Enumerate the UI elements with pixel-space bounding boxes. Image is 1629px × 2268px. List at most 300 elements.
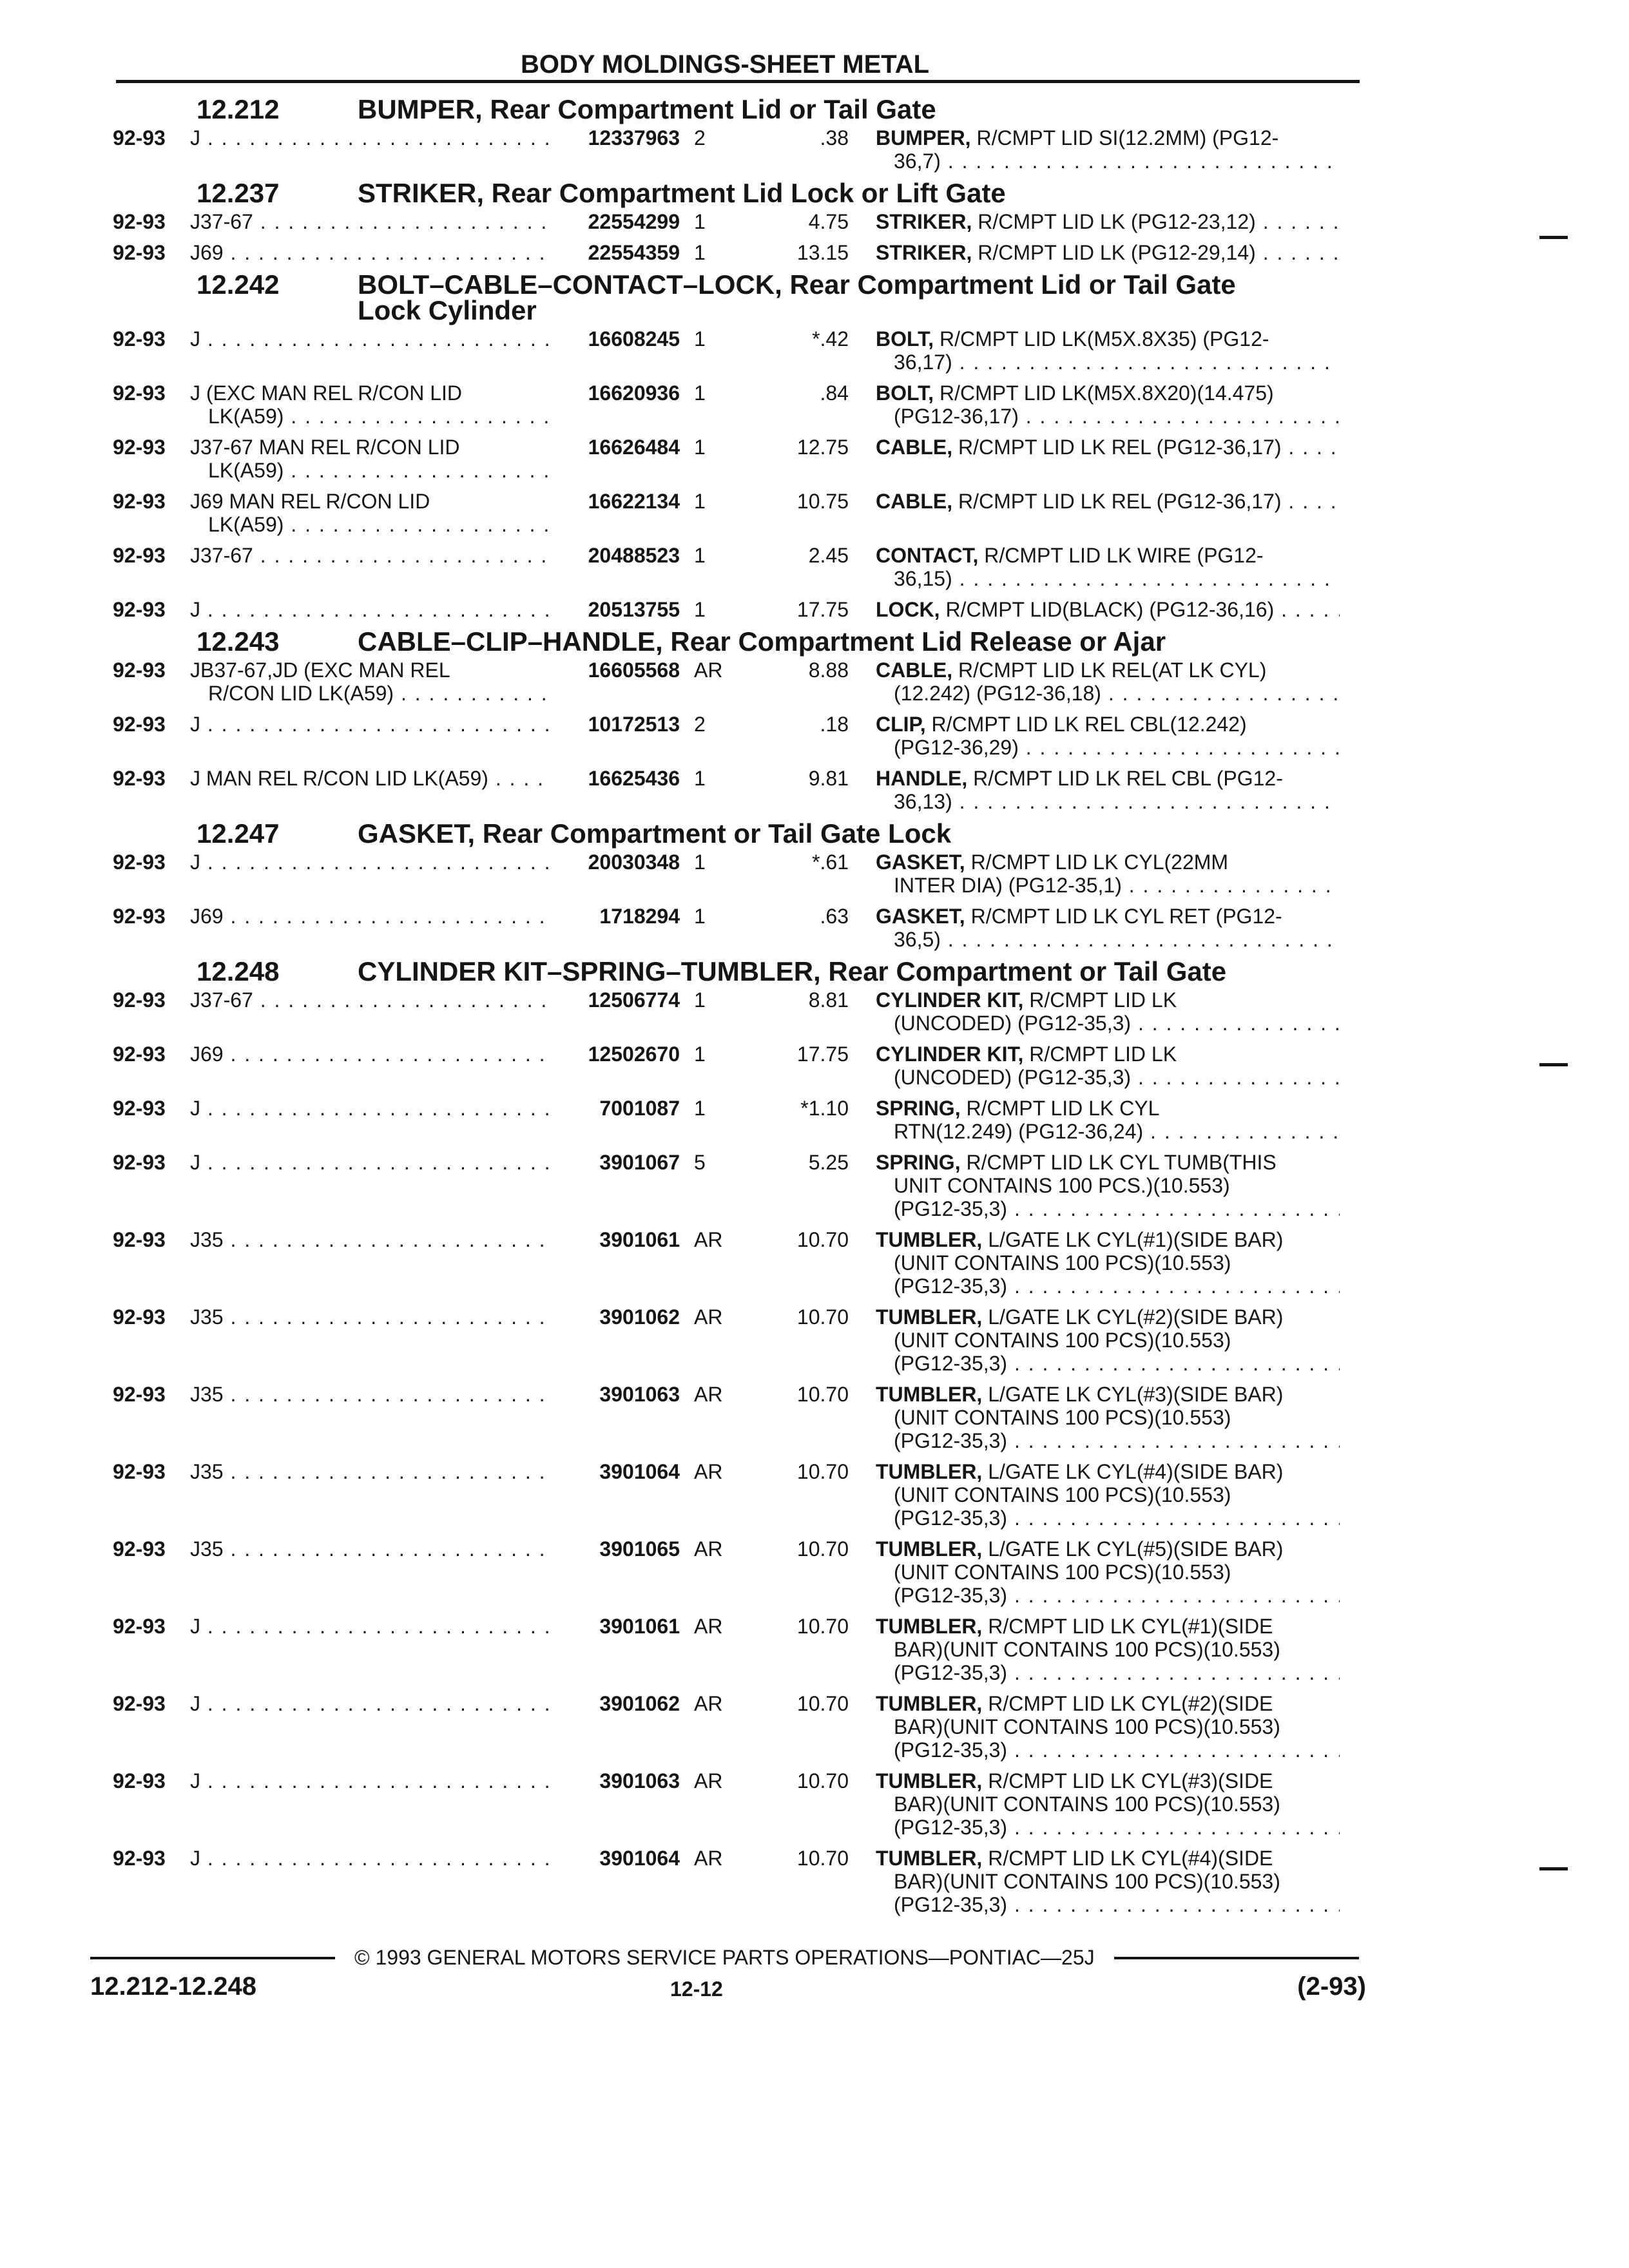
model-years: 92-93 bbox=[113, 658, 166, 682]
application-line bbox=[190, 1537, 551, 1561]
group-title-line: BOLT–CABLE–CONTACT–LOCK, Rear Compartment Lid or Tail Gate bbox=[358, 269, 1236, 300]
parts-group bbox=[113, 626, 1363, 813]
table-row bbox=[113, 1847, 1363, 1916]
description-text: UNIT CONTAINS 100 PCS.)(10.553) bbox=[894, 1174, 1230, 1197]
table-row bbox=[113, 1305, 1363, 1375]
description-line bbox=[876, 210, 1340, 233]
model-years: 92-93 bbox=[113, 544, 166, 567]
description-line bbox=[876, 658, 1340, 682]
table-row bbox=[113, 1692, 1363, 1762]
quantity: AR bbox=[694, 1615, 723, 1638]
description-text: L/GATE LK CYL(#5)(SIDE BAR) bbox=[988, 1537, 1284, 1561]
quantity: 1 bbox=[694, 767, 706, 790]
application-line bbox=[190, 513, 551, 536]
application-line bbox=[190, 767, 551, 790]
description-line bbox=[876, 1769, 1340, 1792]
model-years: 92-93 bbox=[113, 241, 166, 264]
application bbox=[190, 988, 551, 1012]
application-text: J37-67 . . . bbox=[190, 988, 551, 1012]
table-row bbox=[113, 1615, 1363, 1684]
description-text: 36,17) . . . bbox=[894, 351, 1340, 374]
description-line bbox=[876, 1120, 1340, 1143]
description-text: R/CMPT LID LK CYL bbox=[966, 1097, 1160, 1120]
parts-group bbox=[113, 180, 1363, 264]
group-number: 12.212 bbox=[197, 94, 280, 124]
description-line bbox=[876, 1692, 1340, 1715]
model-years: 92-93 bbox=[113, 988, 166, 1012]
description-line bbox=[876, 1506, 1340, 1530]
description-text: (PG12-36,17) . . . bbox=[894, 405, 1340, 428]
application bbox=[190, 381, 551, 428]
quantity: 1 bbox=[694, 436, 706, 459]
description-line bbox=[876, 1816, 1340, 1839]
description bbox=[876, 1692, 1340, 1762]
description-line bbox=[876, 928, 1340, 951]
description-text: R/CMPT LID SI(12.2MM) (PG12- bbox=[976, 126, 1279, 149]
description-text: (PG12-35,3) . . . bbox=[894, 1893, 1340, 1916]
price: 10.70 bbox=[796, 1615, 849, 1638]
price: .63 bbox=[820, 905, 849, 928]
description-text: L/GATE LK CYL(#4)(SIDE BAR) bbox=[988, 1460, 1284, 1483]
application bbox=[190, 1383, 551, 1406]
application bbox=[190, 713, 551, 736]
application bbox=[190, 850, 551, 874]
application bbox=[190, 436, 551, 482]
description-text: 36,5) . . . bbox=[894, 928, 1340, 951]
description-text: R/CMPT LID LK CYL(#2)(SIDE bbox=[988, 1692, 1273, 1715]
table-row bbox=[113, 327, 1363, 374]
description bbox=[876, 1305, 1340, 1375]
part-number: 16626484 bbox=[588, 436, 680, 459]
application-line bbox=[190, 1305, 551, 1329]
application bbox=[190, 905, 551, 928]
description-text: (UNIT CONTAINS 100 PCS)(10.553) bbox=[894, 1329, 1231, 1352]
part-number: 3901063 bbox=[599, 1769, 680, 1792]
description-keyword: TUMBLER, bbox=[876, 1615, 983, 1638]
description-text: INTER DIA) (PG12-35,1) . . . bbox=[894, 874, 1340, 897]
description-keyword: GASKET, bbox=[876, 905, 965, 928]
description-line bbox=[876, 1661, 1340, 1684]
model-years: 92-93 bbox=[113, 1460, 166, 1483]
part-number: 3901061 bbox=[599, 1228, 680, 1251]
quantity: AR bbox=[694, 1847, 723, 1870]
quantity: 1 bbox=[694, 490, 706, 513]
description-keyword: GASKET, bbox=[876, 850, 965, 874]
table-row bbox=[113, 490, 1363, 536]
description-line bbox=[876, 790, 1340, 813]
model-years: 92-93 bbox=[113, 1097, 166, 1120]
application-line bbox=[190, 210, 551, 233]
application-text: LK(A59) . . . bbox=[190, 513, 551, 536]
table-row bbox=[113, 1769, 1363, 1839]
description bbox=[876, 381, 1340, 428]
description-line bbox=[876, 1870, 1340, 1893]
description bbox=[876, 1097, 1340, 1143]
application-line bbox=[190, 658, 551, 682]
application bbox=[190, 1305, 551, 1329]
description-text: (PG12-35,3) . . . bbox=[894, 1274, 1340, 1298]
description-line bbox=[876, 1043, 1340, 1066]
description-keyword: TUMBLER, bbox=[876, 1228, 983, 1251]
description-text: R/CMPT LID LK REL (PG12-36,17) . . . bbox=[958, 436, 1340, 459]
parts-list bbox=[113, 90, 1363, 1924]
description-text: R/CMPT LID LK REL CBL (PG12- bbox=[973, 767, 1283, 790]
price: 8.81 bbox=[808, 988, 849, 1012]
description-keyword: BOLT, bbox=[876, 381, 934, 405]
application-line bbox=[190, 988, 551, 1012]
model-years: 92-93 bbox=[113, 210, 166, 233]
application bbox=[190, 241, 551, 264]
description-line bbox=[876, 126, 1340, 149]
table-row bbox=[113, 767, 1363, 813]
parts-group bbox=[113, 956, 1363, 1916]
description-line bbox=[876, 1584, 1340, 1607]
part-number: 3901061 bbox=[599, 1615, 680, 1638]
table-row bbox=[113, 850, 1363, 897]
description-line bbox=[876, 381, 1340, 405]
description-line bbox=[876, 1406, 1340, 1429]
price: 17.75 bbox=[796, 598, 849, 621]
description-line bbox=[876, 988, 1340, 1012]
price: 5.25 bbox=[808, 1151, 849, 1174]
model-years: 92-93 bbox=[113, 850, 166, 874]
part-number: 20030348 bbox=[588, 850, 680, 874]
price: 4.75 bbox=[808, 210, 849, 233]
page-footer bbox=[90, 1946, 1366, 2011]
group-number: 12.247 bbox=[197, 818, 280, 849]
group-heading bbox=[113, 626, 1363, 657]
part-number: 20513755 bbox=[588, 598, 680, 621]
quantity: 1 bbox=[694, 381, 706, 405]
description-text: R/CMPT LID LK(M5X.8X20)(14.475) bbox=[939, 381, 1274, 405]
description-keyword: TUMBLER, bbox=[876, 1692, 983, 1715]
model-years: 92-93 bbox=[113, 1151, 166, 1174]
model-years: 92-93 bbox=[113, 905, 166, 928]
description-text: R/CMPT LID LK bbox=[1029, 1043, 1177, 1066]
model-years: 92-93 bbox=[113, 1305, 166, 1329]
application-line bbox=[190, 1769, 551, 1792]
application-text: J . . . bbox=[190, 1615, 551, 1638]
group-number: 12.243 bbox=[197, 626, 280, 657]
application-line bbox=[190, 1615, 551, 1638]
parts-group bbox=[113, 818, 1363, 951]
application-text: J . . . bbox=[190, 850, 551, 874]
description bbox=[876, 988, 1340, 1035]
part-number: 1718294 bbox=[599, 905, 680, 928]
group-number: 12.237 bbox=[197, 178, 280, 208]
table-row bbox=[113, 1151, 1363, 1220]
description-keyword: TUMBLER, bbox=[876, 1460, 983, 1483]
description-line bbox=[876, 241, 1340, 264]
application-text: J69 MAN REL R/CON LID bbox=[190, 490, 430, 513]
application-line bbox=[190, 682, 551, 705]
quantity: 1 bbox=[694, 544, 706, 567]
model-years: 92-93 bbox=[113, 1847, 166, 1870]
application bbox=[190, 327, 551, 351]
application-text: LK(A59) . . . bbox=[190, 405, 551, 428]
application bbox=[190, 767, 551, 790]
application-line bbox=[190, 1228, 551, 1251]
model-years: 92-93 bbox=[113, 327, 166, 351]
price: 2.45 bbox=[808, 544, 849, 567]
table-row bbox=[113, 544, 1363, 590]
table-row bbox=[113, 658, 1363, 705]
page-number: 12-12 bbox=[670, 1977, 723, 2001]
quantity: 1 bbox=[694, 598, 706, 621]
model-years: 92-93 bbox=[113, 126, 166, 149]
price: 13.15 bbox=[796, 241, 849, 264]
application bbox=[190, 544, 551, 567]
description-line bbox=[876, 1847, 1340, 1870]
description-text: (PG12-36,29) . . . bbox=[894, 736, 1340, 759]
application-line bbox=[190, 905, 551, 928]
quantity: AR bbox=[694, 1692, 723, 1715]
description-keyword: LOCK, bbox=[876, 598, 940, 621]
price: 10.70 bbox=[796, 1769, 849, 1792]
application-text: J69 . . . bbox=[190, 1043, 551, 1066]
description-line bbox=[876, 1228, 1340, 1251]
application-line bbox=[190, 1847, 551, 1870]
description-text: (PG12-35,3) . . . bbox=[894, 1661, 1340, 1684]
price: 10.70 bbox=[796, 1383, 849, 1406]
price: 10.70 bbox=[796, 1305, 849, 1329]
description-line bbox=[876, 1537, 1340, 1561]
description-text: R/CMPT LID LK REL (PG12-36,17) . . . bbox=[958, 490, 1340, 513]
quantity: 5 bbox=[694, 1151, 706, 1174]
description-keyword: SPRING, bbox=[876, 1097, 961, 1120]
price: *.42 bbox=[812, 327, 849, 351]
description-keyword: CABLE, bbox=[876, 436, 953, 459]
price: .18 bbox=[820, 713, 849, 736]
application bbox=[190, 490, 551, 536]
description-line bbox=[876, 905, 1340, 928]
margin-dash bbox=[1539, 1063, 1568, 1066]
part-number: 16605568 bbox=[588, 658, 680, 682]
description-text: L/GATE LK CYL(#1)(SIDE BAR) bbox=[988, 1228, 1284, 1251]
price: *.61 bbox=[812, 850, 849, 874]
description bbox=[876, 1847, 1340, 1916]
application-text: LK(A59) . . . bbox=[190, 459, 551, 482]
part-number: 3901062 bbox=[599, 1305, 680, 1329]
quantity: 1 bbox=[694, 988, 706, 1012]
description-text: (12.242) (PG12-36,18) . . . bbox=[894, 682, 1340, 705]
application-line bbox=[190, 126, 551, 149]
description bbox=[876, 1615, 1340, 1684]
description bbox=[876, 658, 1340, 705]
application-text: J . . . bbox=[190, 1692, 551, 1715]
description-text: (UNCODED) (PG12-35,3) . . . bbox=[894, 1066, 1340, 1089]
description-line bbox=[876, 1460, 1340, 1483]
group-title-line: GASKET, Rear Compartment or Tail Gate Lock bbox=[358, 818, 952, 849]
description-text: R/CMPT LID LK CYL(#4)(SIDE bbox=[988, 1847, 1273, 1870]
part-number: 22554359 bbox=[588, 241, 680, 264]
table-row bbox=[113, 1097, 1363, 1143]
model-years: 92-93 bbox=[113, 1615, 166, 1638]
description-line bbox=[876, 436, 1340, 459]
description-text: L/GATE LK CYL(#2)(SIDE BAR) bbox=[988, 1305, 1284, 1329]
description-line bbox=[876, 1012, 1340, 1035]
description-text: 36,15) . . . bbox=[894, 567, 1340, 590]
application bbox=[190, 1151, 551, 1174]
description bbox=[876, 905, 1340, 951]
margin-dash bbox=[1539, 1867, 1568, 1870]
model-years: 92-93 bbox=[113, 1537, 166, 1561]
application bbox=[190, 1537, 551, 1561]
group-title-line: CYLINDER KIT–SPRING–TUMBLER, Rear Compartment or Tail Gate bbox=[358, 956, 1227, 986]
description bbox=[876, 327, 1340, 374]
group-title bbox=[358, 94, 1363, 124]
application-text: J35 . . . bbox=[190, 1228, 551, 1251]
table-row bbox=[113, 210, 1363, 233]
description-text: L/GATE LK CYL(#3)(SIDE BAR) bbox=[988, 1383, 1284, 1406]
application-line bbox=[190, 713, 551, 736]
description-keyword: TUMBLER, bbox=[876, 1847, 983, 1870]
price: 10.75 bbox=[796, 490, 849, 513]
price: 10.70 bbox=[796, 1228, 849, 1251]
part-number: 3901064 bbox=[599, 1460, 680, 1483]
table-row bbox=[113, 988, 1363, 1035]
page-title: BODY MOLDINGS-SHEET METAL bbox=[520, 50, 930, 79]
group-heading bbox=[113, 180, 1363, 206]
application bbox=[190, 1692, 551, 1715]
quantity: AR bbox=[694, 658, 723, 682]
table-row bbox=[113, 241, 1363, 264]
part-number: 3901064 bbox=[599, 1847, 680, 1870]
description-text: R/CMPT LID LK CYL TUMB(THIS bbox=[966, 1151, 1277, 1174]
description-text: (UNIT CONTAINS 100 PCS)(10.553) bbox=[894, 1561, 1231, 1584]
quantity: 1 bbox=[694, 210, 706, 233]
application-line bbox=[190, 405, 551, 428]
description-text: R/CMPT LID LK CYL RET (PG12- bbox=[970, 905, 1282, 928]
quantity: 1 bbox=[694, 905, 706, 928]
application-line bbox=[190, 544, 551, 567]
description-line bbox=[876, 1638, 1340, 1661]
group-heading bbox=[113, 94, 1363, 124]
description-line bbox=[876, 1174, 1340, 1197]
description-keyword: CONTACT, bbox=[876, 544, 979, 567]
description-text: (UNIT CONTAINS 100 PCS)(10.553) bbox=[894, 1251, 1231, 1274]
description-line bbox=[876, 1738, 1340, 1762]
group-title bbox=[358, 626, 1363, 657]
description-text: (PG12-35,3) . . . bbox=[894, 1197, 1340, 1220]
price: 9.81 bbox=[808, 767, 849, 790]
model-years: 92-93 bbox=[113, 436, 166, 459]
copyright-notice: © 1993 GENERAL MOTORS SERVICE PARTS OPERATIONS—PONTIAC—25J bbox=[354, 1946, 1095, 1969]
description-text: R/CMPT LID LK (PG12-29,14) . . . bbox=[978, 241, 1340, 264]
description-line bbox=[876, 544, 1340, 567]
application-text: JB37-67,JD (EXC MAN REL bbox=[190, 658, 450, 682]
description bbox=[876, 544, 1340, 590]
group-heading bbox=[113, 269, 1363, 325]
description-text: (UNIT CONTAINS 100 PCS)(10.553) bbox=[894, 1406, 1231, 1429]
description-text: (PG12-35,3) . . . bbox=[894, 1584, 1340, 1607]
part-number: 16625436 bbox=[588, 767, 680, 790]
table-row bbox=[113, 1383, 1363, 1452]
description bbox=[876, 126, 1340, 173]
application-line bbox=[190, 327, 551, 351]
description bbox=[876, 598, 1340, 621]
part-number: 3901067 bbox=[599, 1151, 680, 1174]
application-line bbox=[190, 598, 551, 621]
model-years: 92-93 bbox=[113, 1043, 166, 1066]
description-keyword: CABLE, bbox=[876, 658, 953, 682]
description-text: R/CMPT LID LK WIRE (PG12- bbox=[984, 544, 1264, 567]
description-line bbox=[876, 1097, 1340, 1120]
description-text: R/CMPT LID LK REL CBL(12.242) bbox=[931, 713, 1247, 736]
price: .38 bbox=[820, 126, 849, 149]
description bbox=[876, 241, 1340, 264]
table-row bbox=[113, 436, 1363, 482]
application bbox=[190, 1097, 551, 1120]
application-text: J37-67 . . . bbox=[190, 210, 551, 233]
description bbox=[876, 1537, 1340, 1607]
description-text: R/CMPT LID LK CYL(#1)(SIDE bbox=[988, 1615, 1273, 1638]
quantity: AR bbox=[694, 1537, 723, 1561]
quantity: 1 bbox=[694, 1097, 706, 1120]
description-line bbox=[876, 327, 1340, 351]
description-line bbox=[876, 405, 1340, 428]
application-text: J . . . bbox=[190, 1769, 551, 1792]
application-text: R/CON LID LK(A59) . . . bbox=[190, 682, 551, 705]
application-text: J35 . . . bbox=[190, 1383, 551, 1406]
model-years: 92-93 bbox=[113, 1692, 166, 1715]
description bbox=[876, 850, 1340, 897]
group-title-line: STRIKER, Rear Compartment Lid Lock or Lift Gate bbox=[358, 178, 1006, 208]
description-keyword: SPRING, bbox=[876, 1151, 961, 1174]
table-row bbox=[113, 713, 1363, 759]
quantity: 2 bbox=[694, 713, 706, 736]
description-line bbox=[876, 598, 1340, 621]
part-number: 3901063 bbox=[599, 1383, 680, 1406]
description-keyword: CYLINDER KIT, bbox=[876, 1043, 1024, 1066]
description bbox=[876, 210, 1340, 233]
price: 10.70 bbox=[796, 1847, 849, 1870]
description-text: R/CMPT LID LK(M5X.8X35) (PG12- bbox=[939, 327, 1269, 351]
part-number: 3901065 bbox=[599, 1537, 680, 1561]
price: *1.10 bbox=[800, 1097, 849, 1120]
parts-group bbox=[113, 94, 1363, 173]
model-years: 92-93 bbox=[113, 1383, 166, 1406]
description-keyword: BUMPER, bbox=[876, 126, 971, 149]
quantity: 2 bbox=[694, 126, 706, 149]
description-line bbox=[876, 149, 1340, 173]
description-keyword: HANDLE, bbox=[876, 767, 968, 790]
group-title-line: CABLE–CLIP–HANDLE, Rear Compartment Lid Release or Ajar bbox=[358, 626, 1166, 657]
application-line bbox=[190, 1460, 551, 1483]
price: 12.75 bbox=[796, 436, 849, 459]
description-line bbox=[876, 1429, 1340, 1452]
price: 8.88 bbox=[808, 658, 849, 682]
description-line bbox=[876, 850, 1340, 874]
description-keyword: BOLT, bbox=[876, 327, 934, 351]
description-keyword: TUMBLER, bbox=[876, 1769, 983, 1792]
group-title bbox=[358, 269, 1363, 325]
description-line bbox=[876, 736, 1340, 759]
description-line bbox=[876, 1066, 1340, 1089]
description bbox=[876, 436, 1340, 459]
description bbox=[876, 713, 1340, 759]
group-heading bbox=[113, 956, 1363, 986]
application bbox=[190, 598, 551, 621]
price: 10.70 bbox=[796, 1692, 849, 1715]
part-number: 22554299 bbox=[588, 210, 680, 233]
quantity: AR bbox=[694, 1769, 723, 1792]
description-line bbox=[876, 1274, 1340, 1298]
application-line bbox=[190, 490, 551, 513]
group-heading bbox=[113, 818, 1363, 849]
description bbox=[876, 1043, 1340, 1089]
description-text: BAR)(UNIT CONTAINS 100 PCS)(10.553) bbox=[894, 1638, 1280, 1661]
